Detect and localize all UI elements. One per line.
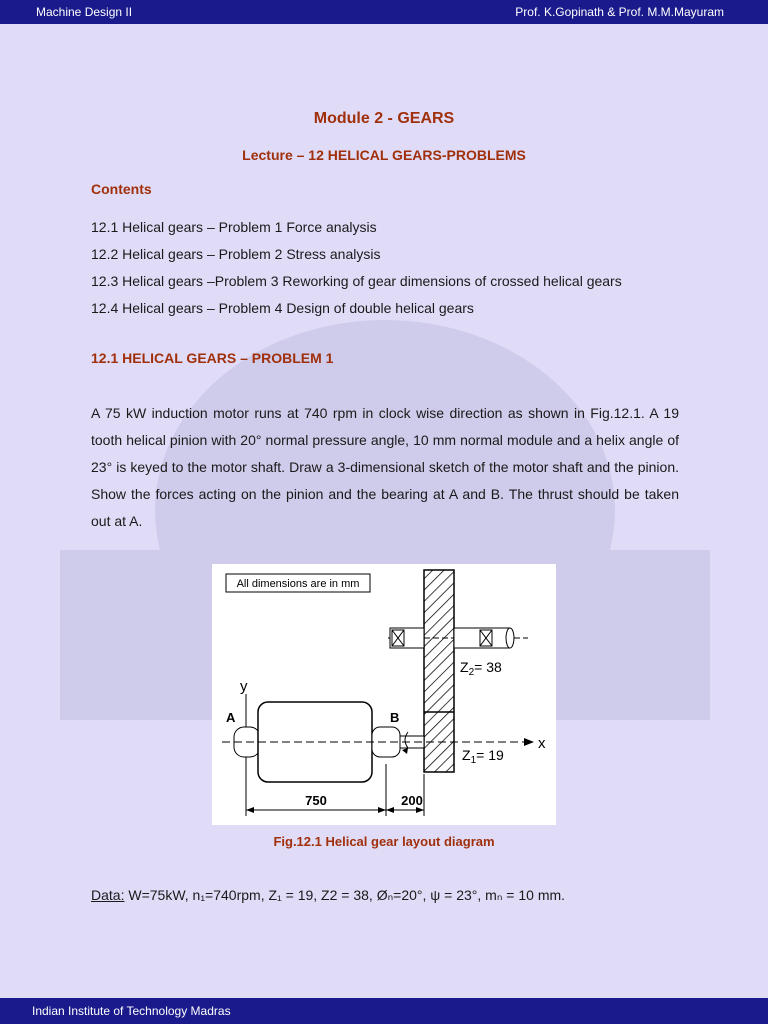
toc-item: 12.2 Helical gears – Problem 2 Stress analysis <box>91 246 381 262</box>
toc-item: 12.4 Helical gears – Problem 4 Design of double helical gears <box>91 300 474 316</box>
section-heading: 12.1 HELICAL GEARS – PROBLEM 1 <box>91 350 334 366</box>
note-text: All dimensions are in mm <box>236 578 360 590</box>
problem-paragraph: A 75 kW induction motor runs at 740 rpm in clock wise direction as shown in Fig.12.1. A 19 tooth helical pinion with 20° normal pressure angle, 10 mm normal module and a helix angle of 23° is keyed to the motor shaft. Draw a 3-dimensional sketch of the motor shaft and the pinion. Show the forces acting on the pinion and the bearing at A and B. The thrust should be taken out at A. <box>91 405 679 529</box>
footer-bar <box>0 998 768 1024</box>
institute-name: Indian Institute of Technology Madras <box>32 1004 231 1018</box>
dim-200-label: 200 <box>401 793 423 808</box>
y-label: y <box>240 678 248 695</box>
lecture-title: Lecture – 12 HELICAL GEARS-PROBLEMS <box>242 147 526 163</box>
table-of-contents <box>91 214 622 322</box>
z2-label: $Z_2= 38$ <box>460 659 502 678</box>
toc-item: 12.3 Helical gears –Problem 3 Reworking of gear dimensions of crossed helical gears <box>91 273 622 289</box>
gear-diagram <box>212 564 556 825</box>
authors: Prof. K.Gopinath & Prof. M.M.Mayuram <box>515 5 724 19</box>
toc-item: 12.1 Helical gears – Problem 1 Force analysis <box>91 219 377 235</box>
module-title: Module 2 - GEARS <box>313 110 455 127</box>
given-data <box>91 887 565 904</box>
label-b: B <box>390 710 400 725</box>
dim-750-label: 750 <box>305 793 327 808</box>
x-label: x <box>538 735 546 752</box>
contents-heading: Contents <box>91 181 152 197</box>
header-bar <box>0 0 768 24</box>
data-values: W=75kW, n₁=740rpm, Z₁ = 19, Z2 = 38, Øₙ=20°, ψ = 23°, mₙ = 10 mm. <box>124 887 566 903</box>
course-title: Machine Design II <box>36 5 133 19</box>
figure-caption: Fig.12.1 Helical gear layout diagram <box>273 834 495 849</box>
data-label: Data: <box>91 887 125 903</box>
label-a: A <box>226 710 236 725</box>
z1-label: $Z_1= 19$ <box>462 747 504 766</box>
gear-layout-figure <box>212 564 556 825</box>
